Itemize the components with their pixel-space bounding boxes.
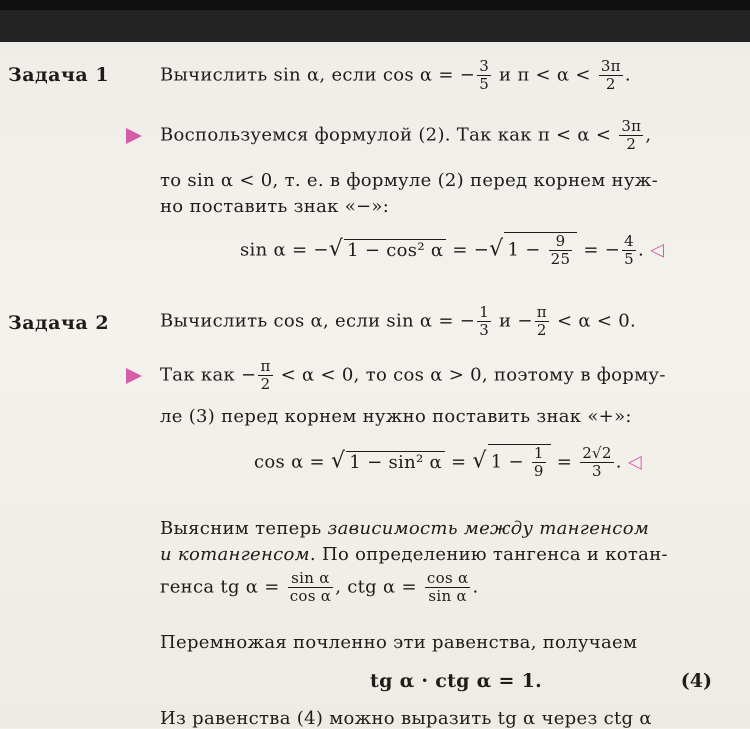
fraction: $\frac{1}{3}$	[479, 303, 490, 339]
fraction: $\frac{2√2}{3}$	[582, 444, 612, 480]
task2-label: Задача 2	[8, 312, 110, 334]
fraction: $\frac{9}{25}$	[550, 232, 571, 268]
fraction: $\frac{3}{5}$	[479, 57, 490, 93]
paragraph-line1: Выясним теперь зависимость между тангенсом	[160, 518, 650, 539]
top-bar	[0, 0, 750, 42]
task1-formula: sin α = −√ 1 − cos² α = −√ 1 − $\frac{9}{25}$ = − $\frac{4}{5}$ . ◁	[240, 232, 665, 268]
textbook-page	[0, 42, 750, 728]
task1-statement: Вычислить sin α, если cos α = − $\frac{3}{5}$ и π < α < $\frac{3\pi}{2}$ .	[160, 57, 631, 93]
task1-solution-line3: но поставить знак «−»:	[160, 196, 390, 217]
solution-marker-icon	[126, 368, 142, 384]
top-strip	[0, 0, 750, 10]
qed-icon: ◁	[650, 239, 665, 261]
task2-formula: cos α = √ 1 − sin² α = √ 1 − $\frac{1}{9}$ = $\frac{2√2}{3}$ . ◁	[254, 444, 642, 480]
fraction: $\frac{\pi}{2}$	[260, 357, 271, 393]
paragraph-line2: и котангенсом. По определению тангенса и котан-	[160, 544, 668, 565]
fraction: $\frac{\text{cos α}}{\text{sin α}}$	[426, 569, 469, 605]
paragraph-line3: генса tg α = $\frac{\text{sin α}}{\text{cos α}}$ , ctg α = $\frac{\text{cos α}}{\text{sin α}}$ .	[160, 569, 479, 605]
fraction: $\frac{3\pi}{2}$	[600, 57, 621, 93]
fraction: $\frac{1}{9}$	[533, 444, 544, 480]
task2-statement: Вычислить cos α, если sin α = − $\frac{1}{3}$ и − $\frac{\pi}{2}$ < α < 0.	[160, 303, 637, 339]
task1-solution-line2: то sin α < 0, т. е. в формуле (2) перед корнем нуж-	[160, 170, 658, 191]
fraction: $\frac{\pi}{2}$	[536, 303, 547, 339]
task1-label: Задача 1	[8, 64, 110, 86]
qed-icon: ◁	[627, 451, 642, 473]
equation-4: tg α · ctg α = 1.	[370, 670, 543, 692]
task2-solution-line1: Так как − $\frac{\pi}{2}$ < α < 0, то cos α > 0, поэтому в форму-	[160, 357, 666, 393]
last-line: Из равенства (4) можно выразить tg α через ctg α	[160, 708, 652, 729]
fraction: $\frac{3\pi}{2}$	[621, 117, 642, 153]
task2-solution-line2: ле (3) перед корнем нужно поставить знак «+»:	[160, 406, 632, 427]
equation-number: (4)	[680, 670, 712, 692]
fraction: $\frac{4}{5}$	[624, 232, 635, 268]
task1-solution-line1: Воспользуемся формулой (2). Так как π < α < $\frac{3\pi}{2}$ ,	[160, 117, 652, 153]
paragraph2-line1: Перемножая почленно эти равенства, получаем	[160, 632, 638, 653]
fraction: $\frac{\text{sin α}}{\text{cos α}}$	[289, 569, 332, 605]
solution-marker-icon	[126, 128, 142, 144]
